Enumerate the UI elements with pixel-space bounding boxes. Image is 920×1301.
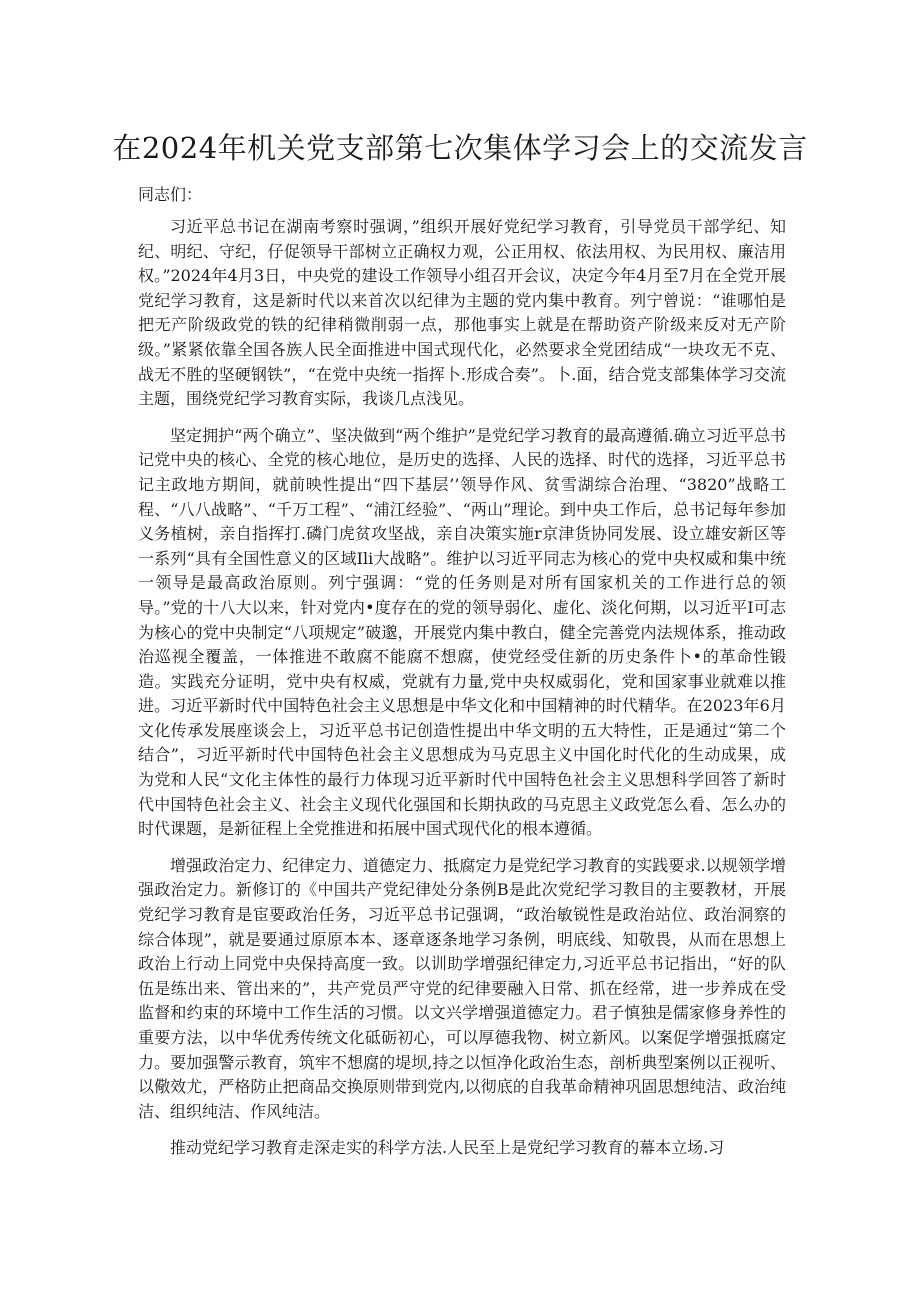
document-body [138,183,786,1173]
paragraph-two-establishments: 坚定拥护“两个确立”、坚决做到“两个维护”是党纪学习教育的最高遵循.确立习近平总书记党中央的核心、全党的核心地位，是历史的选择、人民的选择、时代的选择，习近平总书记主政地方期间，就前映性提出“四下基层’’领导作风、贫雪湖综合治理、“3820”战略工程、“八八战略”、“千万工程”、“浦江经验”、“两山”理论。到中央工作后，总书记每年参加义务植树，亲自指挥打.磷门虎贫攻坚战，亲自决策实施r京津货协同发展、设立雄安新区等一系列“具有全国性意义的区域Ili大战略”。维护以习近平同志为核心的党中央权威和集中统一领导是最高政治原则。列宁强调：“党的任务则是对所有国家机关的工作进行总的领导。”党的十八大以来，针对党内•度存在的党的领导弱化、虚化、淡化何期，以习近平I可志为核心的党中央制定“八项规定”破邈，开展党内集中教白，健全完善党内法规体系，推动政治巡视全覆盖，一体推进不敢腐不能腐不想腐，使党经受住新的历史条件卜•的革命性锻造。实践充分证明，党中央有权威，党就有力量,党中央权威弱化，党和国家事业就难以推进。习近平新时代中国特色社会主义思想是中华文化和中国精神的时代精华。在2023年6月文化传承发展座谈会上，习近平总书记创造性提出中华文明的五大特性，正是通过“第二个结合”，习近平新时代中国特色社会主义思想成为马克思主义中国化时代化的生动成果，成为党和人民“文化主体性的最行力体现习近平新时代中国特色社会主义思想科学回答了新时代中国特色社会主义、社会主义现代化强国和长期执政的马克思主义政党怎么看、怎么办的时代课题，是新征程上全党推进和拓展中国式现代化的根本遵循。 [138,425,786,839]
greeting: 同志们： [138,185,203,204]
document-title: 在2024年机关党支部第七次集体学习会上的交流发言 [112,131,808,165]
paragraph-four-strengths: 增强政治定力、纪律定力、道德定力、抵腐定力是党纪学习教育的实践要求.以规领学增强政治定力。新修订的《中国共产党纪律处分条例B是此次党纪学习教目的主要教材，开展党纪学习教育是宦要政治任务，习近平总书记强调，“政治敏锐性是政治站位、政治洞察的综合体现”，就是要通过原原本本、逐章逐条地学习条例，明底线、知敬畏，从而在思想上政治上行动上同党中央保持高度一致。以训助学增强纪律定力,习近平总书记指出，“好的队伍是练出来、管出来的”，共产党员严守党的纪律要融入日常、抓在经常，进一步养成在受监督和约束的环境中工作生活的习惯。以文兴学增强道德定力。君子慎独是儒家修身养性的重要方法，以中华优秀传统文化砥砺初心，可以厚德我物、树立新风。以案促学增强抵腐定力。要加强警示教育，筑牢不想腐的堤坝,持之以恒净化政治生态，剖析典型案例以正视听、以儆效尤，严格防止把商品交换原则带到党内,以彻底的自我革命精神巩固思想纯洁、政治纯洁、组织纯洁、作风纯洁。 [138,855,786,1121]
paragraph-intro: 习近平总书记在湖南考察时强调，”组织开展好党纪学习教育，引导党员干部学纪、知纪、明纪、守纪，仔促领导干部树立正确权力观，公正用权、依法用权、为民用权、廉洁用权。”2024年4月3日，中央党的建设工作领导小组召开会议，决定今年4月至7月在全党开展党纪学习教育，这是新时代以来首次以纪律为主题的党内集中教育。列宁曾说：“谁哪怕是把无产阶级政党的铁的纪律稍微削弱一点，那他事实上就是在帮助资产阶级来反对无产阶级。”紧紧依靠全国各族人民全面推进中国式现代化，必然要求全党团结成“一块攻无不克、战无不胜的坚硬钢铁”，“在党中央统一指挥卜.形成合奏”。卜.面，结合党支部集体学习交流主题，围绕党纪学习教育实际，我谈几点浅见。 [138,217,786,409]
paragraph-methods: 推动党纪学习教育走深走实的科学方法.人民至上是党纪学习教育的幕本立场.习 [170,1138,725,1158]
